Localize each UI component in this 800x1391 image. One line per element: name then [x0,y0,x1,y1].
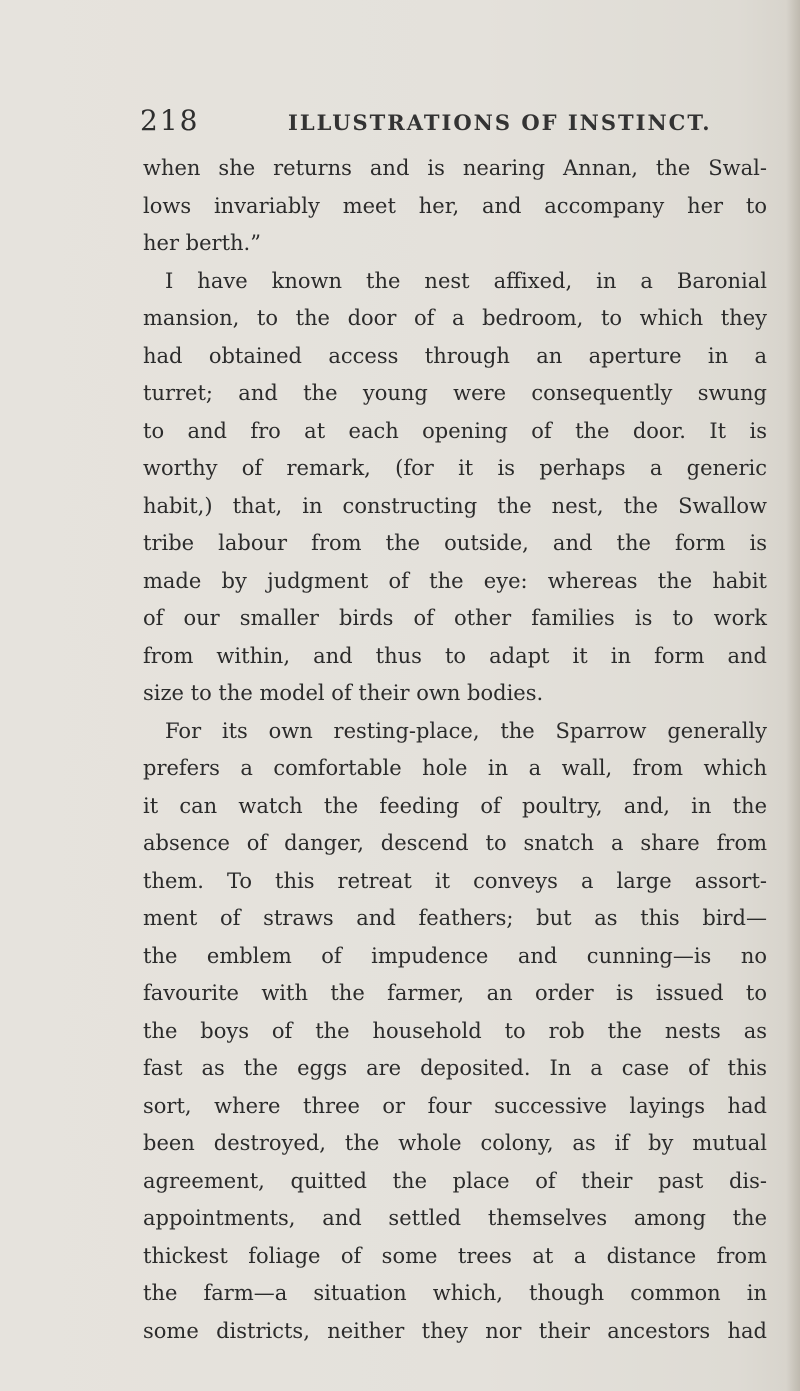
text-line: habit,) that, in constructing the nest, the Swallow [143,493,767,518]
text-line: of our smaller birds of other families is to work [143,606,767,630]
text-line: thickest foliage of some trees at a distance from [143,1243,767,1268]
text-line: sort, where three or four successive layings had [143,1093,767,1118]
text-line: made by judgment of the eye: whereas the habit [143,568,767,593]
text-line: turret; and the young were consequently swung [143,381,767,405]
text-line: prefers a comfortable hole in a wall, from which [143,756,767,780]
text-line: it can watch the feeding of poultry, and, in the [143,793,767,818]
text-line: her berth.” [143,231,261,255]
text-line: the farm—a situation which, though common in [143,1281,767,1305]
text-line: ment of straws and feathers; but as this bird— [143,906,767,930]
text-line: from within, and thus to adapt it in form and [143,643,767,668]
text-line: the boys of the household to rob the nests as [143,1018,767,1043]
text-line: them. To this retreat it conveys a large assort- [143,868,767,893]
page-header [140,104,770,144]
text-line: been destroyed, the whole colony, as if by mutual [143,1131,767,1155]
text-line: tribe labour from the outside, and the form is [143,531,767,555]
text-line: the emblem of impudence and cunning—is no [143,943,767,968]
text-line: mansion, to the door of a bedroom, to which they [143,306,767,330]
running-head: ILLUSTRATIONS OF INSTINCT. [288,110,712,135]
text-line: lows invariably meet her, and accompany her to [143,193,767,218]
text-line: had obtained access through an aperture in a [143,343,767,368]
text-line: when she returns and is nearing Annan, the Swal- [143,156,767,180]
body-text [143,150,767,1350]
paragraph-start-line: For its own resting-place, the Sparrow generally [165,718,767,743]
text-line: some districts, neither they nor their ancestors had [143,1318,767,1343]
page-number: 218 [140,104,200,137]
text-line: fast as the eggs are deposited. In a case of this [143,1056,767,1080]
text-line: worthy of remark, (for it is perhaps a generic [143,456,767,480]
text-line: agreement, quitted the place of their past dis- [143,1168,767,1193]
text-line: absence of danger, descend to snatch a share from [143,831,767,855]
text-line: appointments, and settled themselves among the [143,1206,767,1230]
text-line: favourite with the farmer, an order is issued to [143,981,767,1005]
text-line: to and fro at each opening of the door. It is [143,418,767,443]
page-edge-shadow [786,0,800,1391]
text-line: size to the model of their own bodies. [143,681,544,705]
paragraph-start-line: I have known the nest affixed, in a Baronial [165,268,767,293]
